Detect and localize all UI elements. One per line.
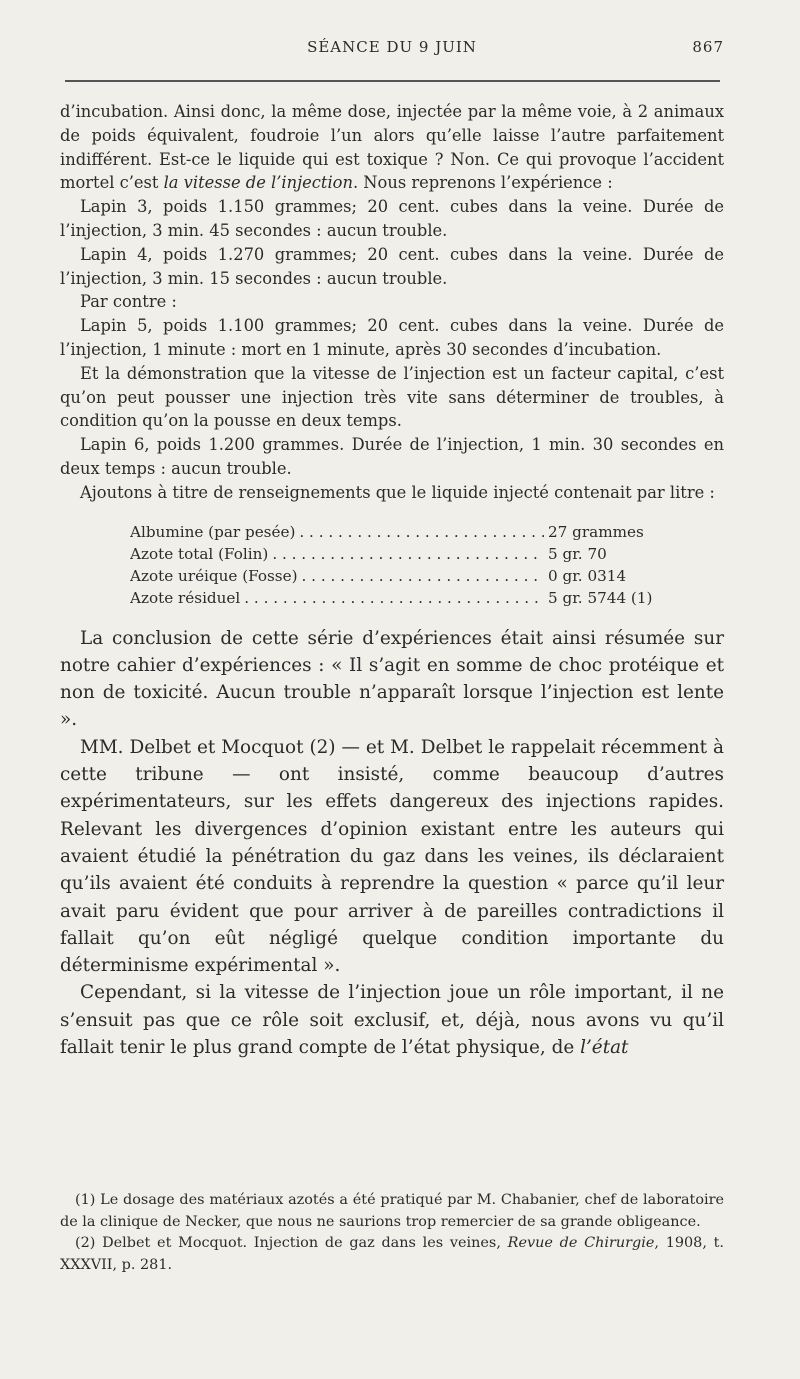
paragraph: Et la démonstration que la vitesse de l’injection est un facteur capital, c’est qu’on peut pousser une injection très vite sans déterminer de troubles, à condition qu’on la pousse en deux temps.: [60, 363, 724, 431]
paragraph: Lapin 5, poids 1.100 grammes; 20 cent. cubes dans la veine. Durée de l’injection, 1 minute : mort en 1 minute, après 30 secondes d’incubation.: [60, 316, 724, 359]
analysis-row: [130, 543, 658, 565]
paragraph: La conclusion de cette série d’expériences était ainsi résumée sur notre cahier d’expériences : « Il s’agit en somme de choc protéique et non de toxicité. Aucun trouble n’apparaît lorsque l’injection est lente ».: [60, 627, 724, 731]
analysis-value: 5 gr. 5744 (1): [548, 588, 653, 607]
small-text-block: [60, 100, 724, 505]
italic-text: la vitesse de l’injection: [163, 173, 353, 193]
dot-leader: [302, 565, 544, 587]
footnote: (2) Delbet et Mocquot. Injection de gaz dans les veines, Revue de Chirurgie, 1908, t. XXXVII, p. 281.: [60, 1235, 724, 1273]
analysis-row: [130, 565, 658, 587]
analysis-label: Albumine (par pesée): [130, 522, 296, 541]
page-number: 867: [692, 38, 724, 56]
dot-leader: [299, 521, 544, 543]
paragraph: MM. Delbet et Mocquot (2) — et M. Delbet le rappelait récemment à cette tribune — ont insisté, comme beaucoup d’autres expérimentateurs, sur les effets dangereux des injections rapides. Relevant les divergences d’opinion existant entre les auteurs qui avaient étudié la pénétration du gaz dans les veines, ils déclaraient qu’ils avaient été conduits à reprendre la question « parce qu’il leur avait paru évident que pour arriver à de pareilles contradictions il fallait qu’on eût négligé quelque condition importante du déterminisme expérimental ».: [60, 736, 724, 977]
paragraph: Lapin 6, poids 1.200 grammes. Durée de l’injection, 1 min. 30 secondes en deux temps : aucun trouble.: [60, 435, 724, 478]
paragraph: Ajoutons à titre de renseignements que le liquide injecté contenait par litre :: [80, 482, 715, 502]
paragraph: Lapin 4, poids 1.270 grammes; 20 cent. cubes dans la veine. Durée de l’injection, 3 min. 15 secondes : aucun trouble.: [60, 244, 724, 288]
paragraph: Par contre :: [80, 292, 177, 312]
paragraph: d’incubation. Ainsi donc, la même dose, injectée par la même voie, à 2 animaux de poids équivalent, foudroie l’un alors qu’elle laisse l’autre parfaitement indifférent. Est-ce le liquide qui est toxique ? Non. Ce qui provoque l’accident mortel c’est la vitesse de l’injection. Nous reprenons l’expérience :: [60, 102, 724, 193]
dot-leader: [272, 543, 544, 565]
analysis-value: 0 gr. 0314: [548, 566, 627, 585]
dot-leader: [244, 587, 544, 609]
running-title: SÉANCE DU 9 JUIN: [307, 38, 477, 56]
running-head: [60, 38, 724, 60]
analysis-label: Azote uréique (Fosse): [130, 566, 298, 585]
analysis-value: 5 gr. 70: [548, 544, 607, 563]
footnote: (1) Le dosage des matériaux azotés a été pratiqué par M. Chabanier, chef de laboratoire de la clinique de Necker, que nous ne saurions trop remercier de sa grande obligeance.: [60, 1192, 724, 1230]
analysis-label: Azote résiduel: [130, 588, 241, 607]
analysis-label: Azote total (Folin): [130, 544, 269, 563]
paragraph: Lapin 3, poids 1.150 grammes; 20 cent. cubes dans la veine. Durée de l’injection, 3 min. 45 secondes : aucun trouble.: [60, 197, 724, 240]
analysis-table: [130, 521, 658, 609]
analysis-row: [130, 521, 658, 543]
analysis-value: 27 grammes: [548, 522, 644, 541]
body-text: [60, 100, 724, 1061]
paragraph: Cependant, si la vitesse de l’injection joue un rôle important, il ne s’ensuit pas que ce rôle soit exclusif, et, déjà, nous avons vu qu’il fallait tenir le plus grand compte de l’état physique, de l’état: [60, 982, 724, 1058]
large-text-block: [60, 625, 724, 1062]
analysis-row: [130, 587, 658, 609]
italic-text: l’état: [580, 1037, 629, 1058]
italic-text: Revue de Chirurgie: [507, 1235, 655, 1251]
footnotes: [60, 1190, 724, 1276]
header-rule: [65, 80, 720, 82]
